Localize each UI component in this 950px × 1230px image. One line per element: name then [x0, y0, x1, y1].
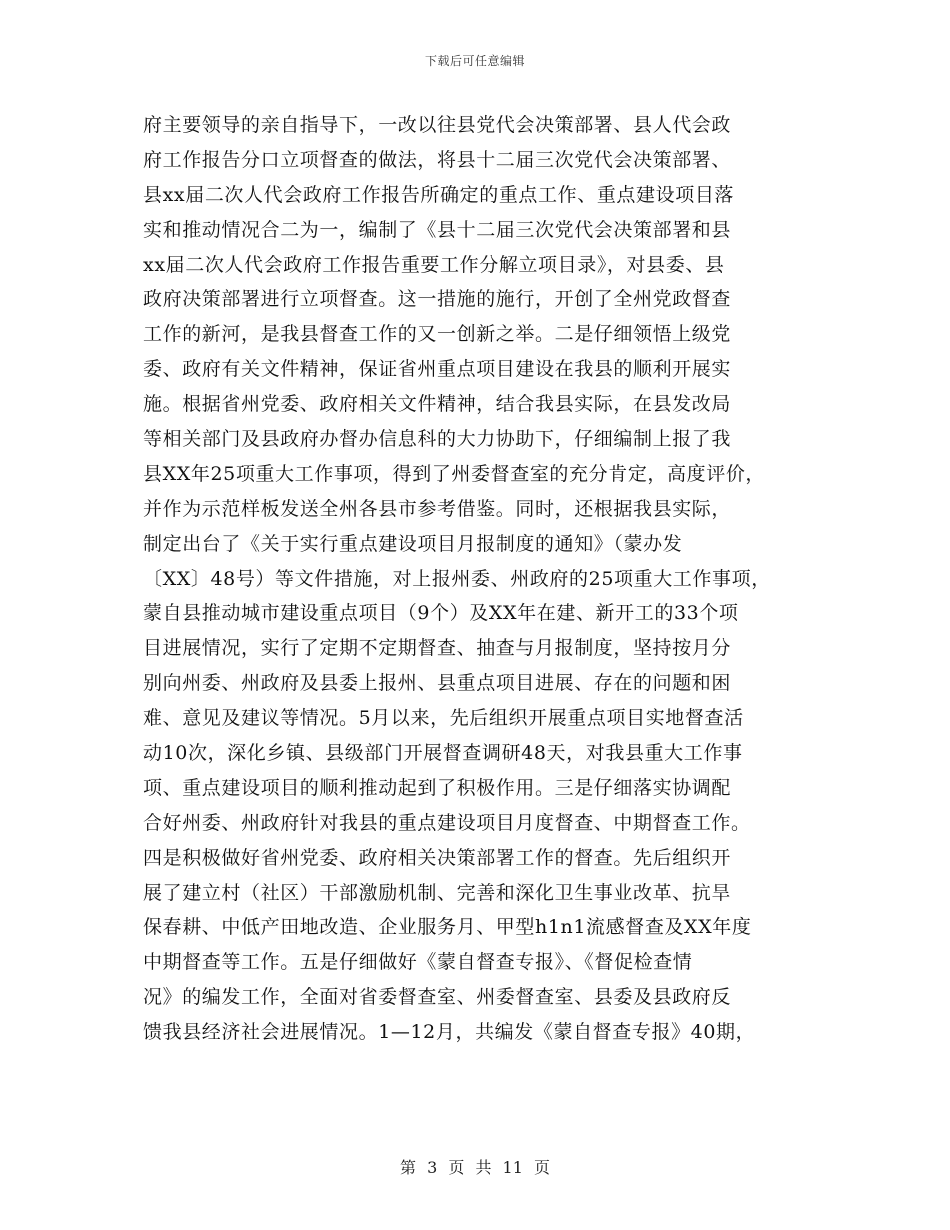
body-line: 保春耕、中低产田地改造、企业服务月、甲型h1n1流感督查及XX年度	[143, 916, 752, 939]
body-line: 中期督查等工作。五是仔细做好《蒙自督查专报》、《督促检查情	[143, 951, 693, 974]
body-line: 四是积极做好省州党委、政府相关决策部署工作的督查。先后组织开	[143, 846, 732, 869]
body-line: 府工作报告分口立项督查的做法，将县十二届三次党代会决策部署、	[143, 148, 732, 171]
body-line: xx届二次人代会政府工作报告重要工作分解立项目录》，对县委、县	[143, 253, 725, 276]
body-line: 制定出台了《关于实行重点建设项目月报制度的通知》（蒙办发	[143, 532, 683, 555]
body-line: 施。根据省州党委、政府相关文件精神，结合我县实际，在县发改局	[143, 393, 732, 416]
body-line: 委、政府有关文件精神，保证省州重点项目建设在我县的顺利开展实	[143, 358, 732, 381]
body-line: 况》的编发工作，全面对省委督查室、州委督查室、县委及县政府反	[143, 986, 732, 1009]
page-header-note: 下载后可任意编辑	[424, 54, 525, 68]
body-line: 别向州委、州政府及县委上报州、县重点项目进展、存在的问题和困	[143, 672, 732, 695]
body-line: 合好州委、州政府针对我县的重点建设项目月度督查、中期督查工作。	[143, 811, 751, 834]
body-line: 县xx届二次人代会政府工作报告所确定的重点工作、重点建设项目落	[143, 183, 735, 206]
body-line: 并作为示范样板发送全州各县市参考借鉴。同时，还根据我县实际，	[143, 497, 732, 520]
body-line: 府主要领导的亲自指导下，一改以往县党代会决策部署、县人代会政	[143, 114, 732, 136]
body-line: 蒙自县推动城市建设重点项目（9个）及XX年在建、新开工的33个项	[143, 602, 739, 625]
body-line: 工作的新河，是我县督查工作的又一创新之举。二是仔细领悟上级党	[143, 323, 732, 346]
body-line: 县XX年25项重大工作事项，得到了州委督查室的充分肯定，高度评价，	[143, 462, 766, 485]
body-line: 实和推动情况合二为一，编制了《县十二届三次党代会决策部署和县	[143, 218, 732, 241]
body-line: 等相关部门及县政府办督办信息科的大力协助下，仔细编制上报了我	[143, 428, 732, 451]
body-line: 动10次，深化乡镇、县级部门开展督查调研48天，对我县重大工作事	[143, 742, 743, 765]
page-number-footer: 第 3 页 共 11 页	[400, 1158, 550, 1177]
body-line: 〔XX〕48号）等文件措施，对上报州委、州政府的25项重大工作事项，	[143, 567, 771, 590]
body-line: 项、重点建设项目的顺利推动起到了积极作用。三是仔细落实协调配	[143, 776, 732, 799]
body-line: 政府决策部署进行立项督查。这一措施的施行，开创了全州党政督查	[143, 288, 732, 311]
body-line: 目进展情况，实行了定期不定期督查、抽查与月报制度，坚持按月分	[143, 637, 732, 660]
body-line: 难、意见及建议等情况。5月以来，先后组织开展重点项目实地督查活	[143, 707, 744, 730]
body-line: 馈我县经济社会进展情况。1—12月，共编发《蒙自督查专报》40期，	[143, 1021, 756, 1044]
document-body	[143, 108, 843, 1050]
body-line: 展了建立村（社区）干部激励机制、完善和深化卫生事业改革、抗旱	[143, 881, 732, 904]
